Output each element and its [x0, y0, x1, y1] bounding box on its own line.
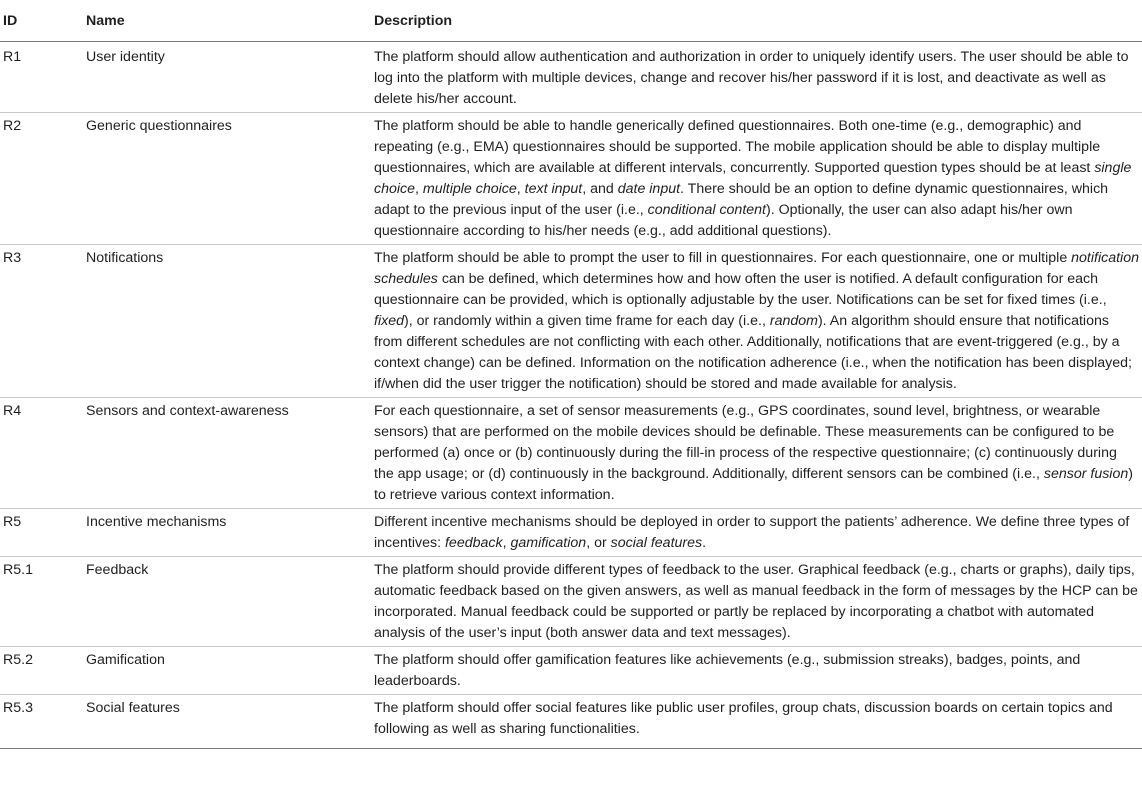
- row-name: Social features: [86, 695, 374, 749]
- row-id: R5: [0, 509, 86, 557]
- description-emphasis: notification schedules: [374, 250, 1139, 287]
- row-description: [374, 512, 1140, 554]
- description-text: .: [702, 535, 707, 551]
- row-id: R5.3: [0, 695, 86, 749]
- row-id: R1: [0, 42, 86, 113]
- header-id: ID: [0, 0, 86, 42]
- row-name: Notifications: [86, 245, 374, 398]
- description-text: ), or randomly within a given time frame for each day (i.e.,: [403, 313, 770, 329]
- row-description: [374, 401, 1140, 506]
- table-body: [0, 42, 1142, 749]
- description-emphasis: random: [769, 313, 818, 329]
- description-text: ) to retrieve various context information.: [374, 466, 1133, 503]
- description-text: ,: [415, 181, 423, 197]
- row-description: [374, 650, 1140, 692]
- description-emphasis: social features: [610, 535, 703, 551]
- description-text: . There should be an option to define dynamic questionnaires, which adapt to the previous input of the user (i.e.,: [374, 181, 1109, 218]
- row-name: Incentive mechanisms: [86, 509, 374, 557]
- description-text: The platform should offer gamification features like achievements (e.g., submission streaks), badges, points, and leaderboards.: [374, 652, 1081, 689]
- description-emphasis: gamification: [510, 535, 587, 551]
- row-id: R5.2: [0, 647, 86, 695]
- table-row: [0, 557, 1142, 647]
- header-row: [0, 0, 1142, 42]
- header-name: Name: [86, 0, 374, 42]
- table-row: [0, 42, 1142, 113]
- description-emphasis: text input: [524, 181, 583, 197]
- description-text: , or: [586, 535, 611, 551]
- description-text: ,: [516, 181, 525, 197]
- description-text: ,: [502, 535, 511, 551]
- row-id: R3: [0, 245, 86, 398]
- table-row: [0, 113, 1142, 245]
- description-text: , and: [582, 181, 618, 197]
- row-description: [374, 47, 1140, 110]
- description-text: The platform should be able to prompt the user to fill in questionnaires. For each questionnaire, one or multiple: [374, 250, 1072, 266]
- table-row: [0, 509, 1142, 557]
- table-row: [0, 245, 1142, 398]
- description-text: The platform should be able to handle generically defined questionnaires. Both one-time (e.g., demographic) and repeating (e.g., EMA) questionnaires should be supported. The mobile application should be able to display multiple questionnaires, which are available at different intervals, concurrently. Supported question types should be at least: [374, 118, 1101, 176]
- row-description: [374, 248, 1140, 395]
- description-text: The platform should allow authentication and authorization in order to uniquely identify users. The user should be able to log into the platform with multiple devices, change and recover his/her password if it is lost, and deactivate as well as delete his/her account.: [374, 49, 1129, 107]
- row-id: R2: [0, 113, 86, 245]
- description-text: The platform should provide different types of feedback to the user. Graphical feedback (e.g., charts or graphs), daily tips, automatic feedback based on the given answers, as well as manual feedback in the form of messages by the HCP can be incorporated. Manual feedback could be supported or partly be replaced by incorporating a chatbot with automated analysis of the user’s input (both answer data and text messages).: [374, 562, 1138, 641]
- description-emphasis: single choice: [374, 160, 1132, 197]
- description-text: ). Optionally, the user can also adapt his/her own questionnaire according to his/her needs (e.g., add additional questions).: [374, 202, 1073, 239]
- table-row: [0, 398, 1142, 509]
- description-emphasis: date input: [617, 181, 681, 197]
- row-description: [374, 698, 1140, 740]
- description-emphasis: fixed: [374, 313, 404, 329]
- row-id: R5.1: [0, 557, 86, 647]
- table-header: [0, 0, 1142, 42]
- header-description: Description: [374, 0, 1142, 42]
- description-emphasis: multiple choice: [422, 181, 517, 197]
- row-description: [374, 116, 1140, 242]
- row-name: User identity: [86, 42, 374, 113]
- description-emphasis: sensor fusion: [1043, 466, 1129, 482]
- row-id: R4: [0, 398, 86, 509]
- row-name: Sensors and context-awareness: [86, 398, 374, 509]
- description-emphasis: conditional content: [647, 202, 766, 218]
- table-row: [0, 647, 1142, 695]
- row-name: Feedback: [86, 557, 374, 647]
- description-text: can be defined, which determines how and how often the user is notified. A default configuration for each questionnaire can be provided, which is optionally adjustable by the user. Notifications can be set for fixed times (i.e.,: [374, 271, 1107, 308]
- row-name: Gamification: [86, 647, 374, 695]
- description-text: The platform should offer social features like public user profiles, group chats, discussion boards on certain topics and following as well as sharing functionalities.: [374, 700, 1113, 737]
- description-text: ). An algorithm should ensure that notifications from different schedules are not conflicting with each other. Additionally, notifications that are event-triggered (e.g., by a context change) can be defined. Information on the notification adherence (i.e., when the notification has been displayed; if/when did the user trigger the notification) should be stored and made available for analysis.: [374, 313, 1132, 392]
- description-emphasis: feedback: [444, 535, 503, 551]
- row-description: [374, 560, 1140, 644]
- description-text: Different incentive mechanisms should be deployed in order to support the patients’ adherence. We define three types of incentives:: [374, 514, 1130, 551]
- description-text: For each questionnaire, a set of sensor measurements (e.g., GPS coordinates, sound level, brightness, or wearable sensors) that are performed on the mobile devices should be definable. These measurements can be configured to be performed (a) once or (b) continuously during the fill-in process of the respective questionnaire; (c) continuously during the app usage; or (d) continuously in the background. Additionally, different sensors can be combined (i.e.,: [374, 403, 1117, 482]
- row-name: Generic questionnaires: [86, 113, 374, 245]
- table-row: [0, 695, 1142, 749]
